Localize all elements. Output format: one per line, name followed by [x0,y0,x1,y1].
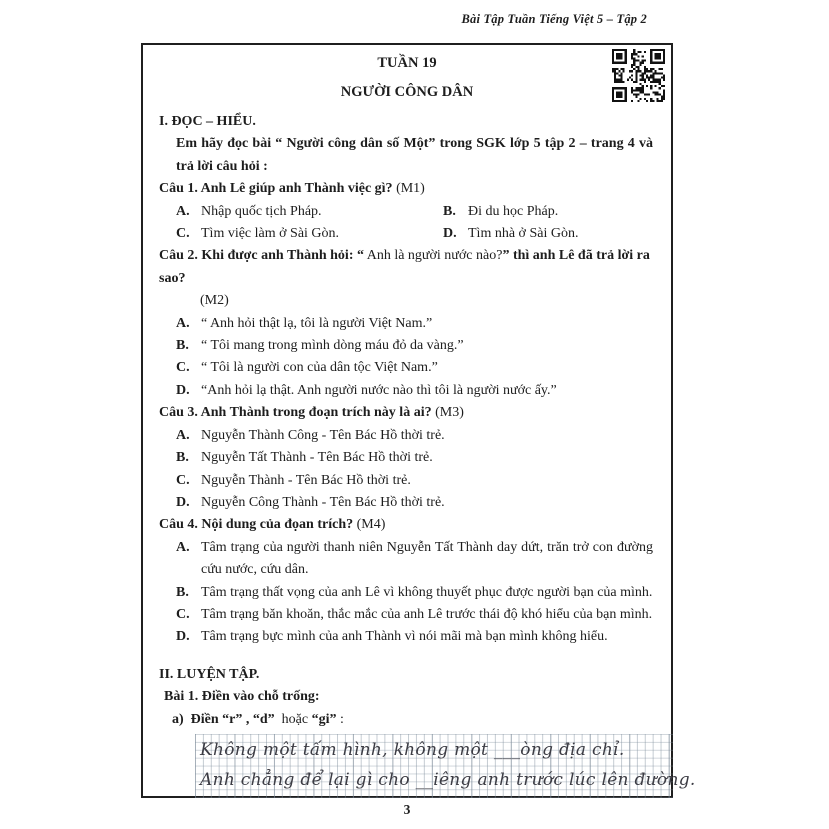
qr-code-icon [612,49,665,102]
option-letter: C. [176,472,190,488]
option-text: Nguyễn Thành Công - Tên Bác Hồ thời trẻ. [201,427,445,443]
option-text: Tâm trạng của người thanh niên Nguyễn Tất Thành day dứt, trăn trở con đường cứu nước, cứu dân. [201,539,653,578]
option-b [159,335,653,357]
question-3 [159,402,653,514]
question-level: (M4) [356,517,386,533]
handwriting-grid [195,734,696,798]
question-1 [159,178,653,245]
question-2-head [159,245,653,290]
question-quote: Anh là người nước nào? [363,248,503,264]
option-text: Tâm trạng thất vọng của anh Lê vì không thuyết phục được người bạn của mình. [201,584,653,600]
week-title: TUẦN 19 [377,55,437,71]
option-text: Tâm trạng băn khoăn, thắc mắc của anh Lê trước thái độ khó hiểu của bạn mình. [201,606,653,622]
lesson-title: NGƯỜI CÔNG DÂN [340,84,474,100]
option-d [159,492,653,514]
running-header: Bài Tập Tuần Tiếng Việt 5 – Tập 2 [461,12,647,26]
question-text-bold: ” thì anh Lê đã trả lời ra sao? [159,248,650,286]
exercise-1a-instruction [172,709,653,731]
handwriting-line-1: Không một tấm hình, không một ___òng địa chỉ. [200,739,625,760]
question-2-options [159,313,653,403]
option-b [443,201,653,223]
exercise-1-heading: Bài 1. Điền vào chỗ trống: [164,689,320,705]
page-number: 3 [403,802,411,817]
option-letter: D. [176,494,190,510]
option-a [176,201,443,223]
question-3-options [159,425,653,515]
option-d [159,380,653,402]
option-text: Tâm trạng bực mình của anh Thành vì nói mãi mà bạn mình không hiểu. [201,629,608,645]
option-b [159,582,653,604]
option-text: Nguyễn Thành - Tên Bác Hồ thời trẻ. [201,472,411,488]
option-letter: D. [176,629,190,645]
question-text: Anh Thành trong đoạn trích này là ai? [200,405,432,421]
question-level: (M1) [396,181,425,197]
page-sheet [141,43,696,798]
option-text: “Anh hỏi lạ thật. Anh người nước nào thì tôi là người nước ấy.” [201,382,557,398]
sub-mid: hoặc [281,711,309,727]
question-level: (M3) [435,405,464,421]
option-text: Đi du học Pháp. [468,203,559,219]
sub-tail: : [340,711,344,727]
section-1-heading: I. ĐỌC – HIỂU. [159,114,256,129]
option-letter: A. [176,315,190,331]
option-letter: C. [176,606,190,622]
sub-bold-1: Điền “r” , “d” [190,711,275,727]
question-label: Câu 3. [159,405,198,421]
sub-bold-2: “gi” [311,711,337,727]
question-1-options [159,201,653,246]
option-text: Nguyễn Tất Thành - Tên Bác Hồ thời trẻ. [201,450,433,466]
option-text: Nhập quốc tịch Pháp. [201,203,322,219]
option-letter: C. [176,226,190,242]
option-letter: B. [176,450,189,466]
question-level: (M2) [200,293,229,309]
question-1-head [159,178,653,200]
option-d [443,223,653,245]
option-letter: B. [176,584,189,600]
option-letter: D. [443,226,457,242]
question-label: Câu 4. [159,517,198,533]
option-c [159,604,653,626]
page-content [143,101,696,798]
question-text: Anh Lê giúp anh Thành việc gì? [200,181,393,197]
option-a [159,313,653,335]
option-text: Tìm nhà ở Sài Gòn. [468,226,579,242]
option-letter: B. [176,338,189,354]
section-1-intro: Em hãy đọc bài “ Người công dân số Một” trong SGK lớp 5 tập 2 – trang 4 và trả lời câu hỏi : [176,136,653,174]
handwriting-line-2: Anh chẳng để lại gì cho __iêng anh trước lúc lên đường. [200,769,696,790]
option-letter: B. [443,203,456,219]
question-text-bold: Khi được anh Thành hỏi: “ [201,248,364,264]
question-3-head [159,402,653,424]
question-4 [159,514,653,648]
option-letter: D. [176,382,190,398]
option-b [159,447,653,469]
option-c [159,357,653,379]
option-a [159,425,653,447]
option-c [176,223,443,245]
option-a [159,537,653,582]
option-text: “ Anh hỏi thật lạ, tôi là người Việt Nam.” [201,315,433,331]
option-letter: A. [176,539,190,555]
question-4-head [159,514,653,536]
question-label: Câu 1. [159,181,198,197]
option-letter: A. [176,203,190,219]
question-4-options [159,537,653,649]
option-letter: C. [176,360,190,376]
option-d [159,626,653,648]
section-2-heading: II. LUYỆN TẬP. [159,666,260,682]
option-letter: A. [176,427,190,443]
sub-marker: a) [172,711,184,727]
option-text: “ Tôi mang trong mình dòng máu đỏ da vàng.” [201,338,464,354]
option-text: Tìm việc làm ở Sài Gòn. [201,226,340,242]
question-label: Câu 2. [159,248,198,264]
question-2 [159,245,653,402]
option-c [159,470,653,492]
option-text: “ Tôi là người con của dân tộc Việt Nam.” [201,360,438,376]
question-text: Nội dung của đọan trích? [201,517,354,533]
option-text: Nguyễn Công Thành - Tên Bác Hồ thời trẻ. [201,494,445,510]
